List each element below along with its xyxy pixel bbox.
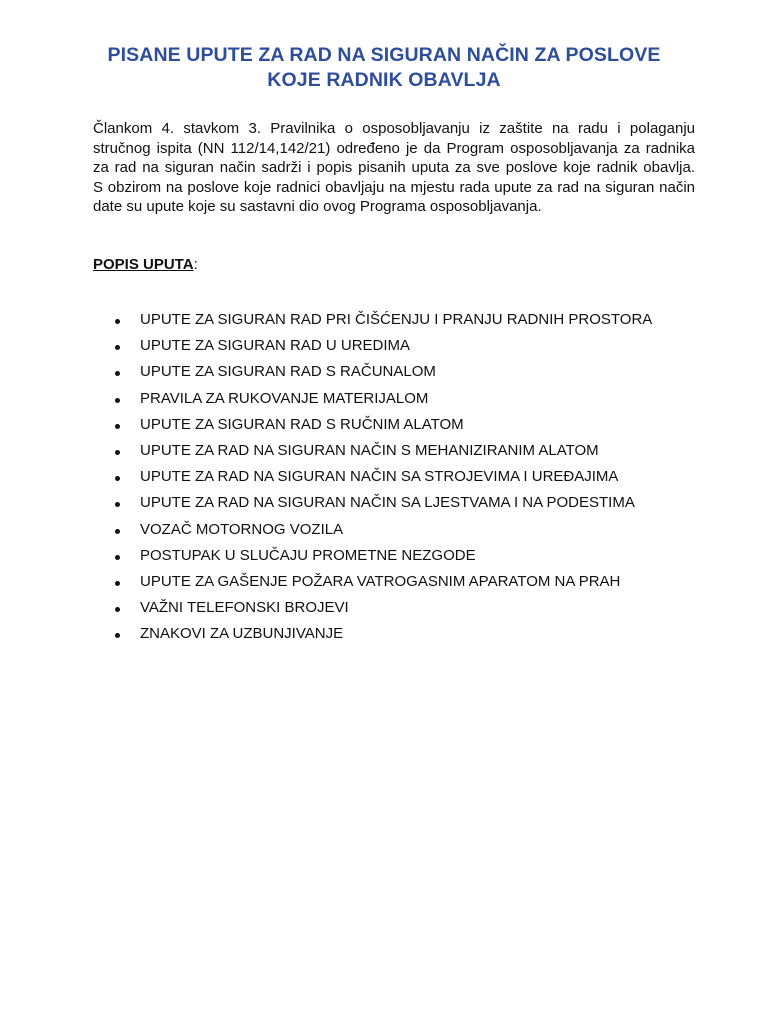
intro-line: za rad na siguran način sadrži i popis pisanih uputa za sve poslove koje radnik obavlja. bbox=[93, 159, 695, 177]
list-item bbox=[0, 623, 768, 649]
intro-line: date su upute koje su sastavni dio ovog Programa osposobljavanja. bbox=[93, 198, 542, 216]
list-item bbox=[0, 571, 768, 597]
list-item-text: UPUTE ZA SIGURAN RAD PRI ČIŠĆENJU I PRANJU RADNIH PROSTORA bbox=[140, 311, 653, 328]
bullet-icon bbox=[115, 555, 120, 560]
list-item-text: UPUTE ZA RAD NA SIGURAN NAČIN SA LJESTVAMA I NA PODESTIMA bbox=[140, 494, 635, 512]
bullet-icon bbox=[115, 450, 120, 455]
bullet-icon bbox=[115, 633, 120, 638]
list-item-text: UPUTE ZA SIGURAN RAD S RUČNIM ALATOM bbox=[140, 415, 464, 433]
list-item-text: UPUTE ZA GAŠENJE POŽARA VATROGASNIM APARATOM NA PRAH bbox=[140, 572, 621, 590]
bullet-icon bbox=[115, 424, 120, 429]
list-item-text: VOZAČ MOTORNOG VOZILA bbox=[140, 520, 344, 538]
list-item bbox=[0, 466, 768, 492]
intro-line: Člankom 4. stavkom 3. Pravilnika o osposobljavanju iz zaštite na radu i polaganju bbox=[93, 120, 695, 137]
title-line-2: KOJE RADNIK OBAVLJA bbox=[267, 69, 501, 91]
bullet-icon bbox=[115, 319, 120, 324]
list-heading-colon: : bbox=[193, 256, 198, 273]
intro-line: stručnog ispita (NN 112/14,142/21) određeno je da Program osposobljavanja za radnika bbox=[93, 139, 695, 157]
list-item bbox=[0, 309, 768, 335]
list-item-text: VAŽNI TELEFONSKI BROJEVI bbox=[140, 599, 349, 617]
bullet-icon bbox=[115, 607, 120, 612]
page-title bbox=[60, 43, 708, 93]
list-item bbox=[0, 335, 768, 361]
list-heading-label: POPIS UPUTA bbox=[93, 256, 194, 273]
list-item-text: UPUTE ZA RAD NA SIGURAN NAČIN S MEHANIZIRANIM ALATOM bbox=[140, 441, 599, 459]
list-item bbox=[0, 388, 768, 414]
list-item bbox=[0, 519, 768, 545]
list-item-text: UPUTE ZA RAD NA SIGURAN NAČIN SA STROJEVIMA I UREĐAJIMA bbox=[140, 468, 619, 486]
list-item-text: UPUTE ZA SIGURAN RAD S RAČUNALOM bbox=[140, 363, 436, 381]
bullet-icon bbox=[115, 476, 120, 481]
intro-line: S obzirom na poslove koje radnici obavljaju na mjestu rada upute za rad na siguran način bbox=[93, 178, 695, 196]
list-item bbox=[0, 440, 768, 466]
list-item-text: POSTUPAK U SLUČAJU PROMETNE NEZGODE bbox=[140, 546, 476, 564]
list-item bbox=[0, 492, 768, 518]
intro-paragraph bbox=[93, 119, 695, 217]
list-item-text: PRAVILA ZA RUKOVANJE MATERIJALOM bbox=[140, 389, 429, 407]
title-line-1: PISANE UPUTE ZA RAD NA SIGURAN NAČIN ZA POSLOVE bbox=[107, 44, 661, 66]
list-item bbox=[0, 361, 768, 387]
list-item-text: ZNAKOVI ZA UZBUNJIVANJE bbox=[140, 625, 344, 643]
bullet-icon bbox=[115, 371, 120, 376]
list-item bbox=[0, 414, 768, 440]
instructions-list bbox=[0, 309, 768, 649]
bullet-icon bbox=[115, 581, 120, 586]
bullet-icon bbox=[115, 529, 120, 534]
bullet-icon bbox=[115, 398, 120, 403]
bullet-icon bbox=[115, 502, 120, 507]
list-heading bbox=[93, 255, 198, 275]
bullet-icon bbox=[115, 345, 120, 350]
list-item bbox=[0, 597, 768, 623]
list-item-text: UPUTE ZA SIGURAN RAD U UREDIMA bbox=[140, 337, 411, 355]
list-item bbox=[0, 545, 768, 571]
